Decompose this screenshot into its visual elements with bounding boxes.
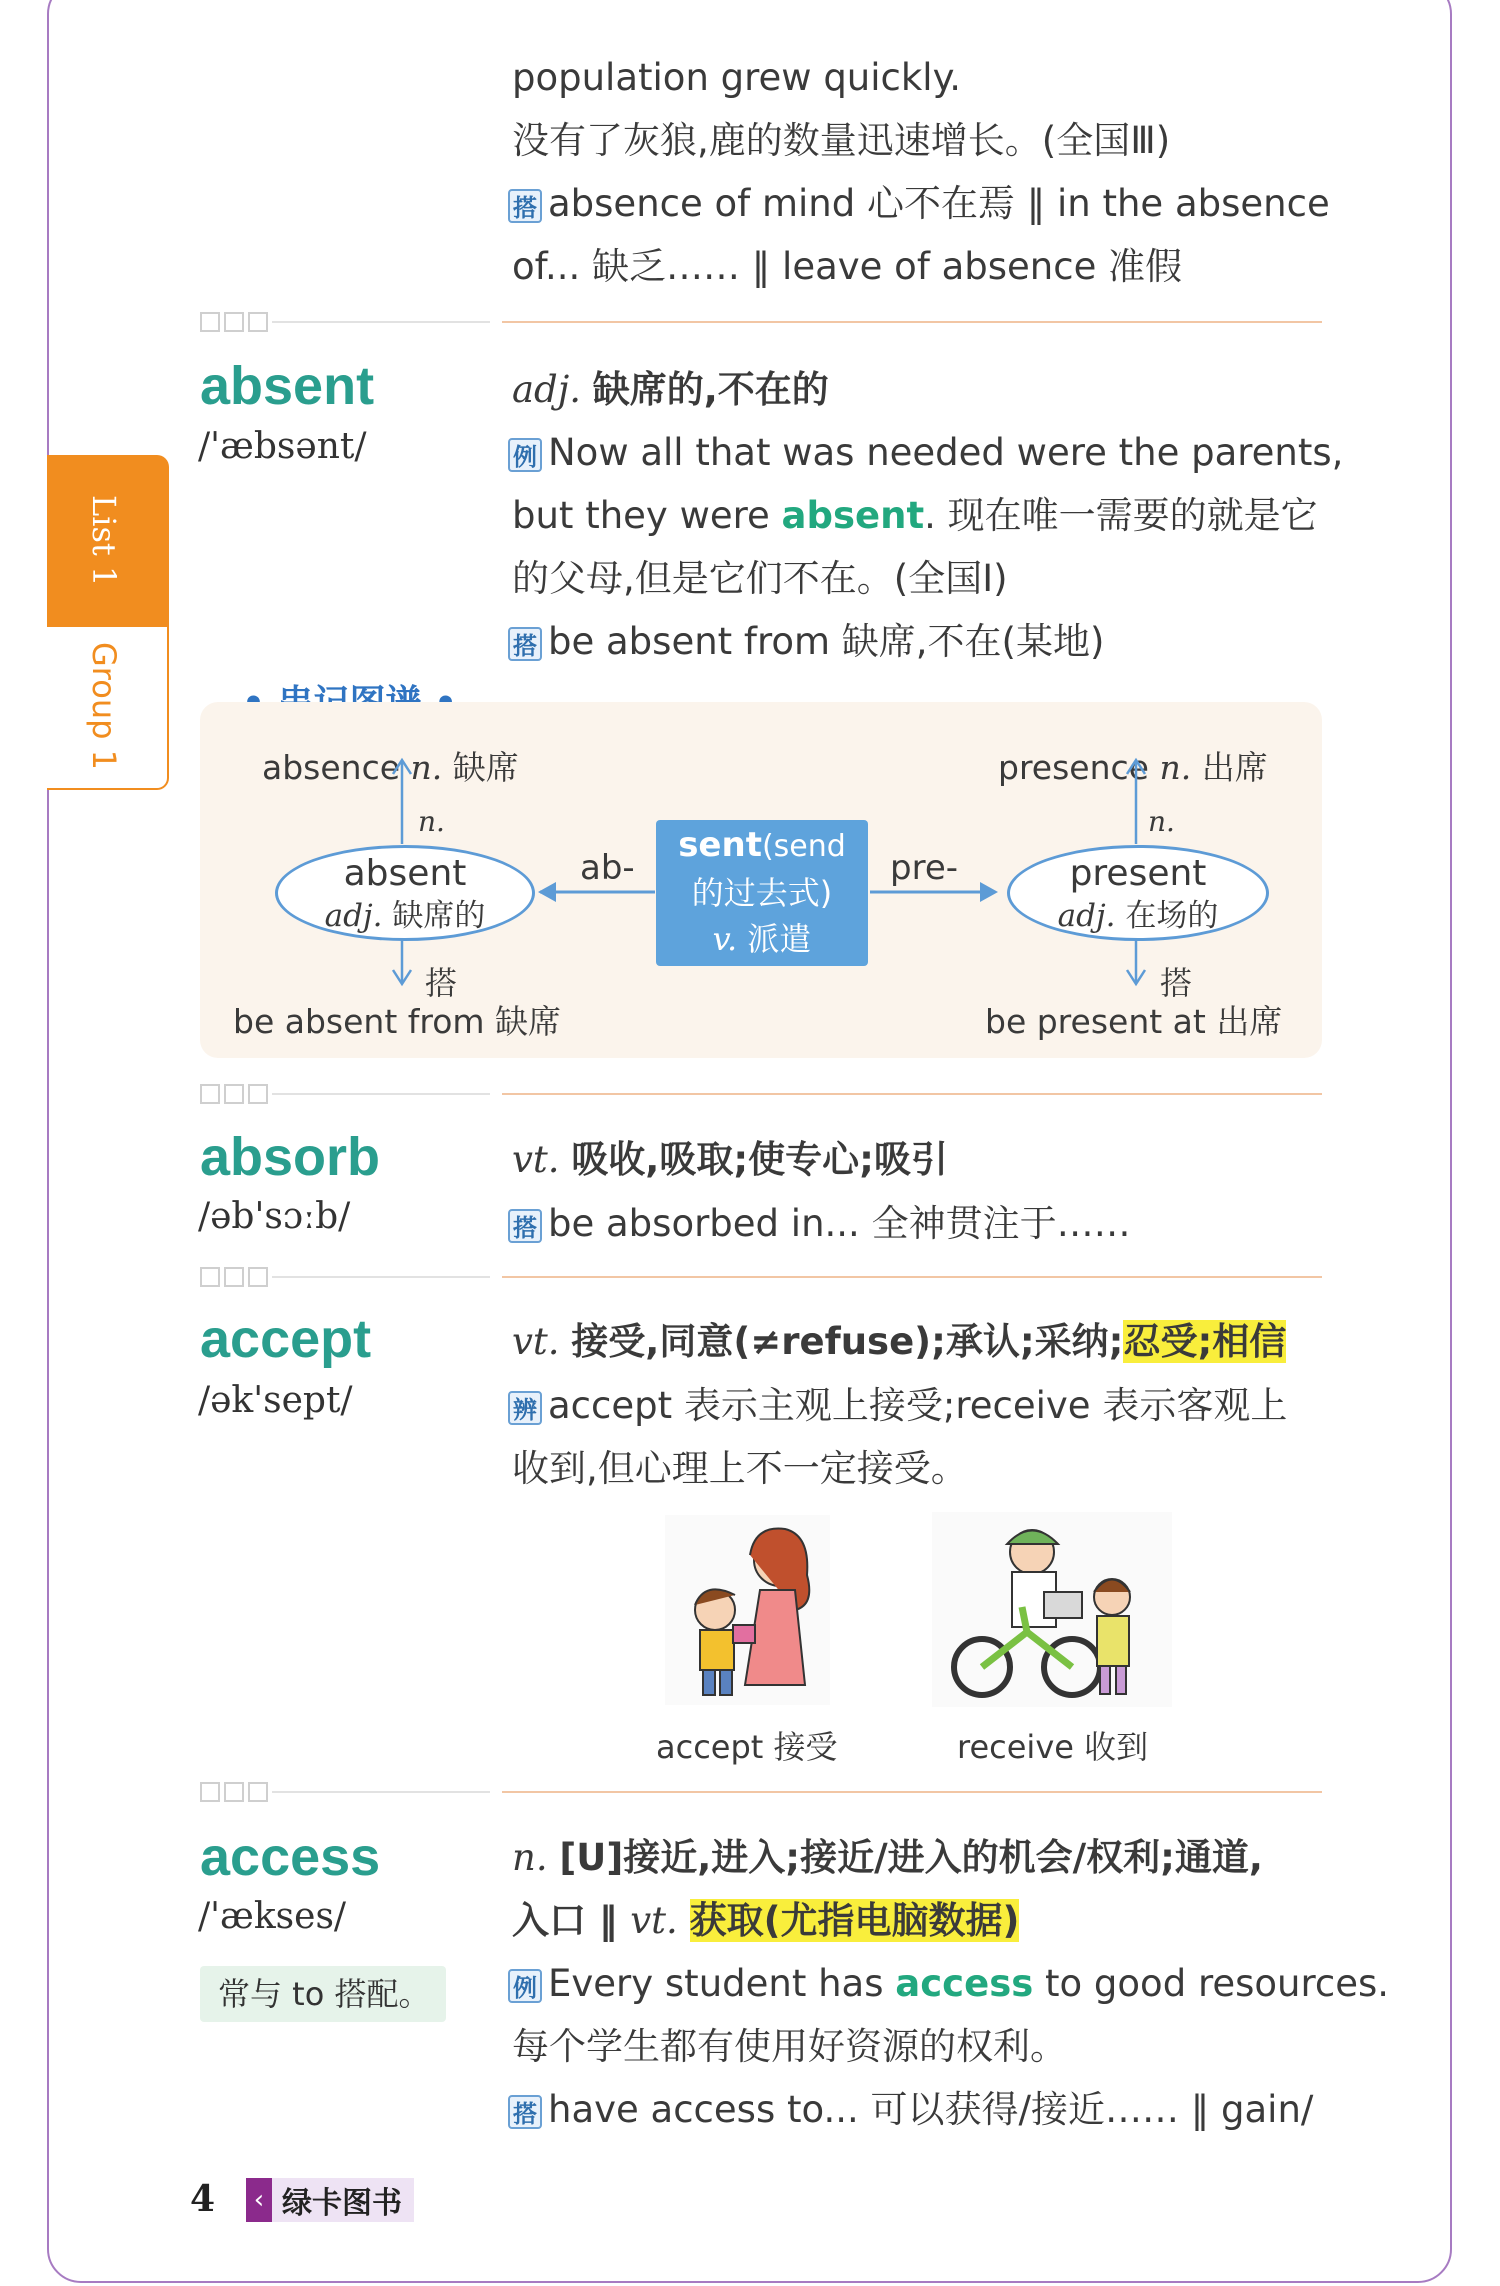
- prefix-pre: pre-: [890, 848, 958, 888]
- headword-accept: accept: [200, 1309, 372, 1369]
- distinguish-tag: 辨: [508, 1391, 542, 1425]
- right-bottom-label: be present at 出席: [985, 1002, 1283, 1041]
- example-absent-2: but they were absent. 现在唯一需要的就是它: [512, 494, 1318, 537]
- top-line-2: 没有了灰狼,鹿的数量迅速增长。(全国Ⅲ): [512, 119, 1171, 162]
- def-absent: adj. 缺席的,不在的: [512, 368, 829, 411]
- collocation-absorb: 搭 be absorbed in... 全神贯注于……: [508, 1192, 1131, 1255]
- brand-name: 绿卡图书: [282, 2186, 402, 2221]
- left-down-label: 搭: [425, 964, 458, 1002]
- note-accept-2: 收到,但心理上不一定接受。: [512, 1447, 968, 1490]
- caption-accept: accept 接受: [656, 1728, 838, 1766]
- accept-illustration: [665, 1515, 830, 1705]
- oval-present: present adj. 在场的: [1007, 845, 1269, 941]
- right-arrow-label: n.: [1148, 805, 1175, 838]
- page-number: 4: [190, 2178, 216, 2220]
- caption-receive: receive 收到: [957, 1728, 1149, 1766]
- ipa-absorb: /əb'sɔːb/: [198, 1196, 351, 1237]
- right-top-label: presence n. 出席: [998, 748, 1268, 787]
- def-accept: vt. 接受,同意(≠refuse);承认;采纳;忍受;相信: [512, 1320, 1287, 1363]
- headword-absorb: absorb: [200, 1127, 381, 1187]
- left-arrow-label: n.: [418, 805, 445, 838]
- brand-logo: [246, 2178, 414, 2222]
- collocation-tag: 搭: [508, 1209, 542, 1243]
- collocation-tag: 搭: [508, 627, 542, 661]
- example-absent-3: 的父母,但是它们不在。(全国Ⅰ): [512, 557, 1008, 600]
- headword-access: access: [200, 1827, 381, 1887]
- top-line-4: of... 缺乏…… ‖ leave of absence 准假: [512, 245, 1183, 288]
- def-access-2: 入口 ‖ vt. 获取(尤指电脑数据): [512, 1899, 1020, 1942]
- note-accept-1: 辨 accept 表示主观上接受;receive 表示客观上: [508, 1374, 1287, 1437]
- access-side-note: 常与 to 搭配。: [200, 1966, 446, 2022]
- example-tag: 例: [508, 1969, 542, 2003]
- side-tab-list-label: List 1: [85, 495, 123, 587]
- top-line-1: population grew quickly.: [512, 56, 961, 99]
- right-down-label: 搭: [1160, 964, 1193, 1002]
- ipa-access: /'ækses/: [198, 1896, 347, 1937]
- collocation-access: 搭 have access to... 可以获得/接近…… ‖ gain/: [508, 2078, 1313, 2141]
- example-absent-1: 例 Now all that was needed were the parents,: [508, 421, 1343, 484]
- headword-absent: absent: [200, 356, 375, 416]
- top-line-3: 搭 absence of mind 心不在焉 ‖ in the absence: [508, 172, 1330, 235]
- left-top-label: absence n. 缺席: [262, 748, 519, 787]
- side-tab-group-label: Group 1: [85, 642, 123, 770]
- example-tag: 例: [508, 438, 542, 472]
- collocation-absent: 搭 be absent from 缺席,不在(某地): [508, 610, 1104, 673]
- oval-absent: absent adj. 缺席的: [275, 845, 535, 941]
- ipa-accept: /ək'sept/: [198, 1380, 353, 1421]
- brand-icon: ‹: [246, 2178, 272, 2222]
- def-access-1: n. [U]接近,进入;接近/进入的机会/权利;通道,: [512, 1836, 1263, 1879]
- side-tab-list[interactable]: [47, 455, 169, 625]
- ipa-absent: /'æbsənt/: [198, 426, 367, 467]
- example-access: 例 Every student has access to good resources.: [508, 1952, 1389, 2015]
- example-access-cn: 每个学生都有使用好资源的权利。: [512, 2025, 1067, 2068]
- collocation-tag: 搭: [508, 2095, 542, 2129]
- collocation-tag: 搭: [508, 189, 542, 223]
- def-absorb: vt. 吸收,吸取;使专心;吸引: [512, 1138, 948, 1181]
- receive-illustration: [932, 1512, 1172, 1707]
- center-root-box: sent(send 的过去式) v. 派遣: [656, 820, 868, 966]
- prefix-ab: ab-: [580, 848, 635, 888]
- left-bottom-label: be absent from 缺席: [233, 1002, 562, 1041]
- side-tab-group[interactable]: [47, 625, 169, 790]
